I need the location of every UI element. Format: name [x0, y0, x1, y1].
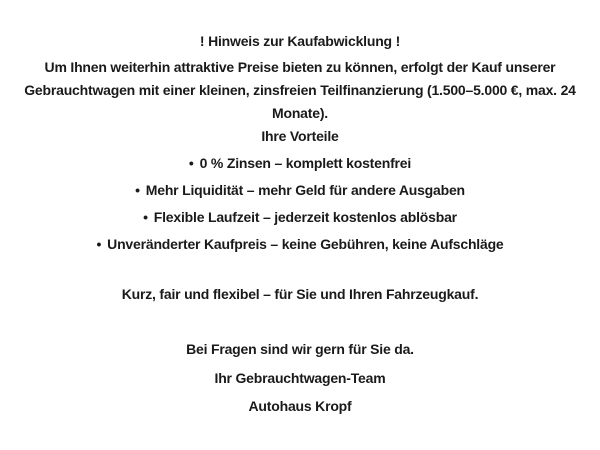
benefit-text: 0 % Zinsen – komplett kostenfrei [199, 155, 412, 171]
benefit-text: Mehr Liquidität – mehr Geld für andere Ausgaben [145, 182, 465, 198]
benefit-item-liquiditaet [0, 179, 600, 202]
intro-line-3: Monate). [272, 105, 328, 121]
benefit-item-zinsen [0, 152, 600, 175]
notice-title: ! Hinweis zur Kaufabwicklung ! [199, 33, 401, 49]
summary-line: Kurz, fair und flexibel – für Sie und Ihren Fahrzeugkauf. [121, 286, 479, 302]
intro-paragraph [0, 56, 600, 125]
benefit-text: Flexible Laufzeit – jederzeit kostenlos ablösbar [153, 209, 457, 225]
benefit-text: Unveränderter Kaufpreis – keine Gebühren, keine Aufschläge [107, 236, 504, 252]
benefit-item-laufzeit [0, 206, 600, 229]
team-line: Ihr Gebrauchtwagen-Team [214, 370, 386, 386]
bullet-icon: • [143, 209, 148, 225]
closing-line: Bei Fragen sind wir gern für Sie da. [186, 341, 414, 357]
bullet-icon: • [135, 182, 140, 198]
intro-line-2: Gebrauchtwagen mit einer kleinen, zinsfreien Teilfinanzierung (1.500–5.000 €, max. 24 [24, 82, 576, 98]
intro-line-1: Um Ihnen weiterhin attraktive Preise bieten zu können, erfolgt der Kauf unserer [44, 59, 556, 75]
benefit-item-kaufpreis [0, 233, 600, 256]
bullet-icon: • [188, 155, 194, 171]
signature-line: Autohaus Kropf [248, 398, 352, 414]
bullet-icon: • [96, 236, 102, 252]
benefits-heading: Ihre Vorteile [261, 128, 339, 144]
benefits-list [0, 152, 600, 256]
